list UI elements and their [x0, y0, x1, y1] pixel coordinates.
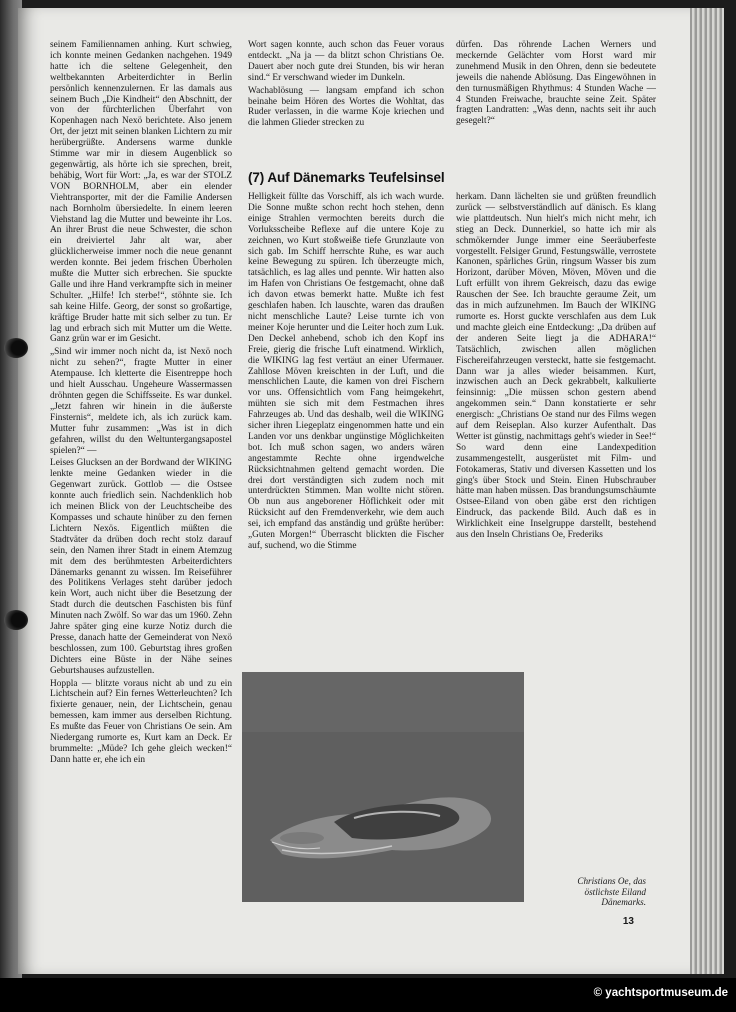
paragraph: dürfen. Das röhrende Lachen Werners und meckernde Gelächter vom Horst ward mir zunehmend Musik in den Ohren, denn sie bedeutete jeweils die nahende Ablösung. Das Eingewöhnen in den turnusmäßigen Rhythmus: 4 Stunden Wache — 4 Stunden Freiwache, brauchte seine Zeit. Später fragten Landratten: „Was denn, nachts seit ihr auch gesegelt?“	[456, 40, 656, 127]
section-heading: (7) Auf Dänemarks Teufelsinsel	[248, 170, 445, 185]
paragraph: Helligkeit füllte das Vorschiff, als ich wach wurde. Die Sonne mußte schon recht hoch stehen, denn einige Strahlen vermochten bereits durch die Vorluksscheibe Reflexe auf die untere Koje zu zeichnen, wo Kurt stoßweiße tiefe Grunzlaute von sich gab. Im Schiff herrschte Ruhe, es war auch keine Bewegung zu spüren. Ich überzeugte mich, tatsächlich, es lag alles und pennte. Wir hatten also im Hafen von Christians Oe festgemacht, ohne daß ich davon etwas bemerkt hatte. Mußte ich fest geschlafen haben. Ich lauschte, waren das draußen nicht menschliche Laute? Leise turnte ich von meiner Koje herunter und die Leiter hoch zum Luk. Den Deckel anhebend, schob ich den Kopf ins Freie, gierig die frische Luft einatmend. Wirklich, die WIKING lag fest vertäut an einer Ufermauer. Zahllose Möven kreischten in der Luft, und die menschlichen Laute, die kamen von drei Fischern vor uns. Offensichtlich vom Fang heimgekehrt, mühten sie sich mit dem Festmachen ihres Fahrzeuges ab. Und das deshalb, weil die WIKING sicher ihren Liegeplatz eingenommen hatte und ein Landen vor uns denkbar ungünstige Möglichkeiten bot. Ich muß schon sagen, wo anders wären angestammte Rechte ohne irgendwelche Rücksichtnahmen geltend gemacht worden. Die drei dort verständigten sich zudem noch mit unterdrückten Stimmen. Man wollte nicht stören. Ob nun aus angeborener Höflichkeit oder mit Rücksicht auf den Fremdenverkehr, wie dem auch sei, ich empfand das anständig und grüßte herüber: „Guten Morgen!“ Überrascht blickten die Fischer auf, suchend, wo die Stimme	[248, 192, 444, 551]
text-column-2-top	[248, 40, 444, 170]
text-column-3-bottom	[456, 192, 656, 662]
paragraph: Hoppla — blitzte voraus nicht ab und zu ein Lichtschein auf? Ein fernes Wetterleuchten? Ich fixierte genauer, nein, der Lichtschein, genau bemessen, kam immer aus derselben Richtung. Es mußte das Feuer von Christians Oe sein. Am Niedergang rumorte es, Kurt kam an Deck. Er brummelte: „Müde? Ich gehe gleich wecken!“ Dann hatte er, ehe ich ein	[50, 678, 232, 765]
page-stack-edge	[690, 8, 724, 974]
paragraph: herkam. Dann lächelten sie und grüßten freundlich zurück — selbstverständlich auf dänisch. Es klang wie plattdeutsch. Nun hielt's mich nicht mehr, ich stieg an Deck. Dunnerkiel, so hatte ich mir als schmökernder Junge immer eine Seeräuberfeste vorgestellt. Felsiger Grund, Festungswälle, verrostete Kanonen, spärliches Grün, ringsum Wasser bis zum Horizont, darüber Möven, Möven, Möven und die Luft erfüllt von ihrem Gekreisch, dazu das ewige Rauschen der See. Ich brauchte geraume Zeit, um das in mich aufzunehmen. Im Bauch der WIKING rumorte es. Horst guckte verschlafen aus dem Luk und machte gleich eine Entdeckung: „Da drüben auf der anderen Seite liegt ja die ADHARA!“ Tatsächlich, zwischen allen möglichen Fischereifahrzeugen versteckt, hatte sie festgemacht. Dann war ja alles wieder beisammen. Kurt, inzwischen auch an Deck gekrabbelt, kalkulierte feinsinnig: „Die müssen schon gestern abend angekommen sein.“ Dann konstatierte er sehr energisch: „Christians Oe stand nur des Films wegen auf dem Reiseplan. Also kurzer Aufenthalt. Das Wetter ist günstig, nachmittags geht's wieder in See!“ So ward denn eine Landexpedition zusammengestellt, ausgerüstet mit Film- und Fotokameras, Stativ und diversen Kassetten und los ging's über Stock und Stein. Einen Hubschrauber hätte man haben müssen. Das brandungsumschäumte Ostsee-Eiland von oben gäbe erst den richtigen Eindruck, das packende Bild. Auch daß es in Wirklichkeit eine Inselgruppe darstellt, bestehend aus den Inseln Christians Oe, Frederiks	[456, 192, 656, 541]
paragraph: „Sind wir immer noch nicht da, ist Nexö noch nicht zu sehen?“, fragte Mutter in einer Atempause. Ich kletterte die Eisentreppe hoch und hielt Ausschau. Ungeheure Wassermassen dröhnten gegen die Schiffsseite. Es war dunkel. „Jetzt fahren wir hinein in die äußerste Finsternis“, meldete ich, als ich zurück kam. Mutter fuhr zusammen: „Was ist in dich gefahren, willst du den Weltuntergangsapostel spielen?“ —	[50, 347, 232, 456]
page-number: 13	[622, 916, 634, 927]
paragraph: Wachablösung — langsam empfand ich schon beinahe beim Hören des Wortes die Wohltat, das Ruder verlassen, in die warme Koje kriechen und die lahmen Glieder strecken zu	[248, 85, 444, 129]
text-column-2-bottom	[248, 192, 444, 662]
watermark-text: © yachtsportmuseum.de	[593, 987, 728, 999]
island-illustration	[242, 672, 524, 902]
binding-hole-top	[4, 338, 28, 358]
photo-caption: Christians Oe, das östlichste Eiland Dänemarks.	[577, 876, 646, 908]
paragraph: Wort sagen konnte, auch schon das Feuer voraus entdeckt. „Na ja — da blitzt schon Christians Oe. Dauert aber noch gute drei Stunden, bis wir heran sind.“ Er verschwand wieder im Dunkeln.	[248, 40, 444, 83]
text-column-3-top	[456, 40, 656, 170]
text-column-1	[50, 40, 232, 878]
aerial-island-photo	[242, 672, 524, 902]
binding-hole-bottom	[4, 610, 28, 630]
paragraph: seinem Familiennamen anhing. Kurt schwieg, ich konnte meinen Gedanken nachgehen. 1949 hatte ich die seltene Gelegenheit, den weltbekannten Arbeiterdichter in Berlin persönlich kennenzulernen. Er las damals aus seinem Buch „Die Kindheit“ den Abschnitt, der von der fürchterlichen Überfahrt von Kopenhagen nach Nexö berichtete. Also jenem Ort, der jetzt mit seinen blanken Lichtern zu mir herübergrüßte. Andersens warme dunkle Stimme war mir in diesem Augenblick so gegenwärtig, als hörte ich sie sprechen, breit, behäbig, Wort für Wort: „Ja, es war der STOLZ VON BORNHOLM, aber ein elender Viehtransporter, mit der die Familie Andersen nach Bornholm übersiedelte. In einem leeren Viehstand lag die Mutter und beweinte ihr Los. An ihrer Brust die neue Schwester, die schon ein dreiviertel Jahr alt war, aber glücklicherweise immer noch die neue genannt werden konnte. Bei jedem frischen Überholen mußte die Mutter sich erbrechen. Sie spuckte Galle und ihre Hand verkrampfte sich in meiner Schulter. „Hilfe! Ich sterbe!“, stöhnte sie. Ich sah keine Hilfe. Georg, der sonst so großartige, kräftige Bruder hatte mit sich selber zu tun. Er lag und erbrach sich mit Mutter um die Wette. Ganz grün war er im Gesicht.	[50, 40, 232, 345]
paragraph: Leises Glucksen an der Bordwand der WIKING lenkte meine Gedanken wieder in die Gegenwart zurück. Gottlob — die Ostsee konnte auch friedlich sein. Nachdenklich hob ich meinen Blick von der Leuchtscheibe des Kompasses und schaute hinüber zu den fernen Lichtern Nexös. Eigentlich müßten die Stadtväter da drüben doch recht stolz darauf sein, den Namen ihrer Stadt in einem Atemzug mit dem des berühmtesten Arbeiterdichters Dänemarks genannt zu wissen. Im Reiseführer des Politikens Verlages steht darüber jedoch kein Wort, auch nicht über die Besetzung der Stadt durch die deutschen Faschisten bis fünf Minuten nach Zwölf. So war das um 1960. Zehn Jahre später ging eine kurze Notiz durch die Presse, danach hatte der Gemeinderat von Nexö beschlossen, zum 100. Geburtstag ihres großen Dichters eine Büste in der Nähe seines Geburtshauses aufzustellen.	[50, 458, 232, 676]
